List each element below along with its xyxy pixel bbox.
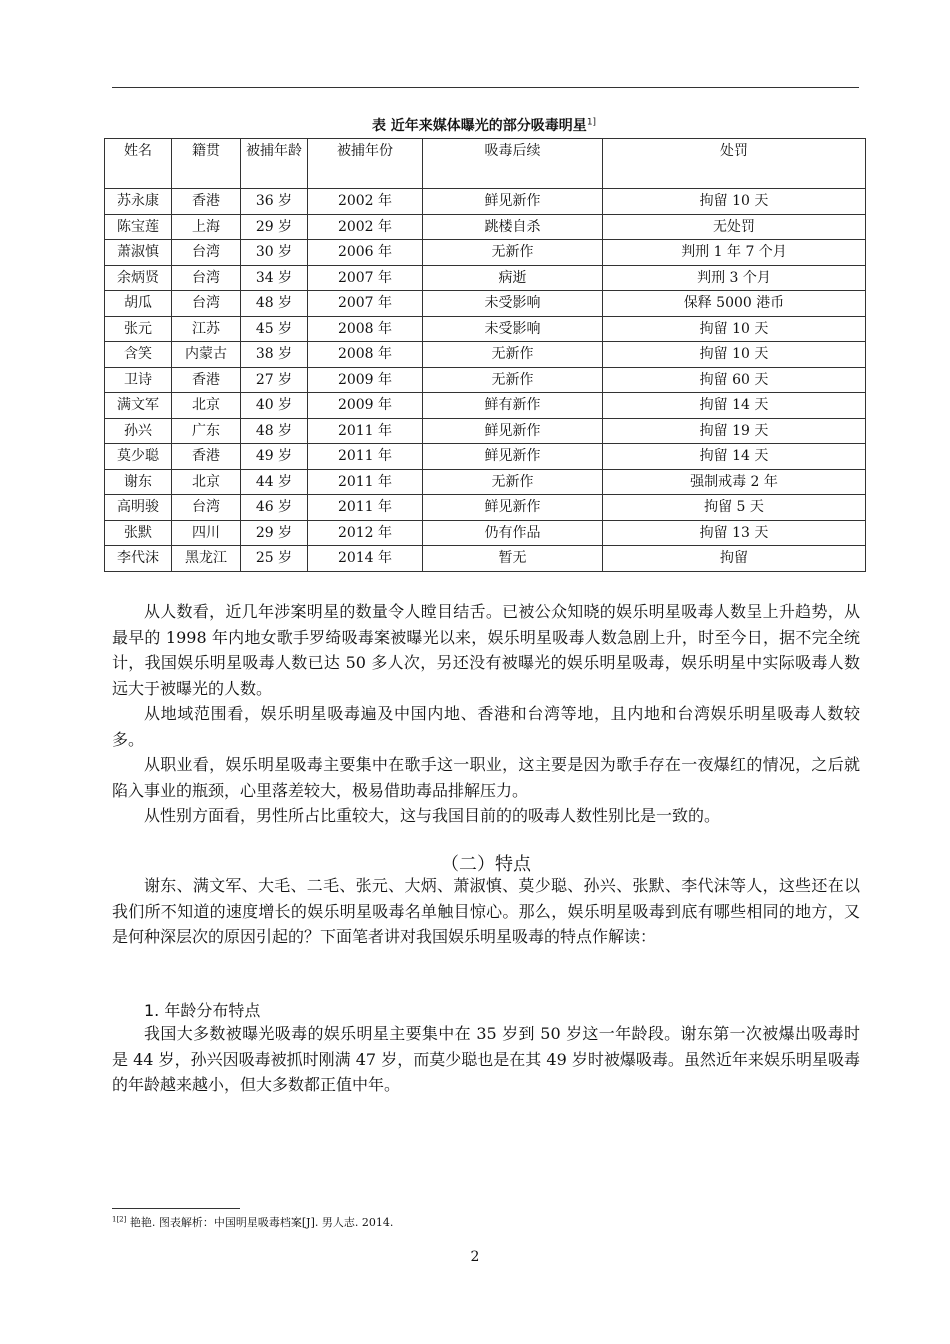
- table-cell: 鲜见新作: [423, 495, 603, 521]
- table-cell: 拘留 10 天: [603, 316, 866, 342]
- table-cell: 拘留 10 天: [603, 342, 866, 368]
- table-cell: 暂无: [423, 546, 603, 572]
- table-cell: 48 岁: [241, 418, 308, 444]
- table-cell: 仍有作品: [423, 520, 603, 546]
- table-cell: 45 岁: [241, 316, 308, 342]
- table-row: [105, 418, 866, 444]
- column-header: 姓名: [105, 139, 172, 189]
- table-cell: 30 岁: [241, 240, 308, 266]
- table-cell: 无新作: [423, 240, 603, 266]
- table-cell: 2012 年: [308, 520, 423, 546]
- table-cell: 苏永康: [105, 189, 172, 215]
- table-cell: 跳楼自杀: [423, 214, 603, 240]
- table-cell: 台湾: [172, 240, 241, 266]
- table-cell: 鲜见新作: [423, 444, 603, 470]
- table-cell: 判刑 3 个月: [603, 265, 866, 291]
- table-cell: 无处罚: [603, 214, 866, 240]
- column-header: 被捕年份: [308, 139, 423, 189]
- column-header: 吸毒后续: [423, 139, 603, 189]
- table-cell: 无新作: [423, 342, 603, 368]
- table-row: [105, 265, 866, 291]
- table-cell: 黑龙江: [172, 546, 241, 572]
- table-cell: 内蒙古: [172, 342, 241, 368]
- column-header: 籍贯: [172, 139, 241, 189]
- footnote-rule: [112, 1208, 240, 1209]
- table-cell: 谢东: [105, 469, 172, 495]
- table-row: [105, 240, 866, 266]
- table-cell: 2007 年: [308, 265, 423, 291]
- paragraph: 从性别方面看，男性所占比重较大，这与我国目前的的吸毒人数性别比是一致的。: [144, 806, 721, 825]
- table-cell: 含笑: [105, 342, 172, 368]
- table-cell: 拘留: [603, 546, 866, 572]
- table-cell: 2009 年: [308, 393, 423, 419]
- table-cell: 台湾: [172, 265, 241, 291]
- table-cell: 拘留 14 天: [603, 444, 866, 470]
- column-header: 被捕年龄: [241, 139, 308, 189]
- table-cell: 强制戒毒 2 年: [603, 469, 866, 495]
- table-cell: 38 岁: [241, 342, 308, 368]
- table-row: [105, 495, 866, 521]
- table-cell: 高明骏: [105, 495, 172, 521]
- table-cell: 北京: [172, 469, 241, 495]
- analysis-paragraphs: [112, 599, 860, 829]
- table-cell: 29 岁: [241, 520, 308, 546]
- table-cell: 鲜见新作: [423, 418, 603, 444]
- table-row: [105, 316, 866, 342]
- table-cell: 余炳贤: [105, 265, 172, 291]
- paragraph: 从地域范围看，娱乐明星吸毒遍及中国内地、香港和台湾等地，且内地和台湾娱乐明星吸毒人数较多。: [112, 704, 860, 749]
- table-cell: 未受影响: [423, 316, 603, 342]
- table-caption: [104, 115, 864, 135]
- table-cell: 上海: [172, 214, 241, 240]
- table-cell: 萧淑慎: [105, 240, 172, 266]
- table-cell: 拘留 14 天: [603, 393, 866, 419]
- table-cell: 张元: [105, 316, 172, 342]
- table-cell: 拘留 60 天: [603, 367, 866, 393]
- footnote: [112, 1214, 393, 1230]
- table-cell: 2007 年: [308, 291, 423, 317]
- table-cell: 台湾: [172, 495, 241, 521]
- table-cell: 孙兴: [105, 418, 172, 444]
- table-cell: 判刑 1 年 7 个月: [603, 240, 866, 266]
- table-cell: 病逝: [423, 265, 603, 291]
- table-row: [105, 520, 866, 546]
- table-cell: 胡瓜: [105, 291, 172, 317]
- table-cell: 李代沫: [105, 546, 172, 572]
- table-body: [105, 189, 866, 572]
- table-cell: 陈宝莲: [105, 214, 172, 240]
- table-cell: 25 岁: [241, 546, 308, 572]
- column-header: 处罚: [603, 139, 866, 189]
- table-cell: 拘留 19 天: [603, 418, 866, 444]
- table-cell: 满文军: [105, 393, 172, 419]
- table-caption-ref: 1]: [586, 117, 597, 128]
- table-cell: 2014 年: [308, 546, 423, 572]
- footnote-marker: 1[2]: [112, 1215, 127, 1224]
- table-cell: 49 岁: [241, 444, 308, 470]
- table-cell: 34 岁: [241, 265, 308, 291]
- age-section: [112, 1021, 860, 1098]
- table-cell: 台湾: [172, 291, 241, 317]
- table-cell: 29 岁: [241, 214, 308, 240]
- table-cell: 广东: [172, 418, 241, 444]
- table-row: [105, 469, 866, 495]
- table-cell: 江苏: [172, 316, 241, 342]
- footnote-text: 艳艳. 图表解析：中国明星吸毒档案[J]. 男人志. 2014.: [126, 1216, 394, 1229]
- paragraph: 从人数看，近几年涉案明星的数量令人瞠目结舌。已被公众知晓的娱乐明星吸毒人数呈上升趋势，从最早的 1998 年内地女歌手罗绮吸毒案被曝光以来，娱乐明星吸毒人数急剧上升，时至今日，据不完全统计，我国娱乐明星吸毒人数已达 50 多人次，另还没有被曝光的娱乐明星吸毒，娱乐明星中实际吸毒人数远大于被曝光的人数。: [112, 602, 860, 698]
- table-cell: 香港: [172, 444, 241, 470]
- header-rule: [112, 87, 859, 88]
- table-row: [105, 189, 866, 215]
- subheading: 1. 年龄分布特点: [144, 1001, 261, 1020]
- table-row: [105, 393, 866, 419]
- table-row: [105, 342, 866, 368]
- table-cell: 2011 年: [308, 444, 423, 470]
- table-cell: 46 岁: [241, 495, 308, 521]
- table-cell: 2006 年: [308, 240, 423, 266]
- table-cell: 鲜见新作: [423, 189, 603, 215]
- table-cell: 拘留 5 天: [603, 495, 866, 521]
- table-cell: 40 岁: [241, 393, 308, 419]
- table-cell: 48 岁: [241, 291, 308, 317]
- table-cell: 鲜有新作: [423, 393, 603, 419]
- table-cell: 无新作: [423, 367, 603, 393]
- page-number: 2: [470, 1249, 480, 1265]
- table-cell: 无新作: [423, 469, 603, 495]
- table-cell: 44 岁: [241, 469, 308, 495]
- table-cell: 拘留 10 天: [603, 189, 866, 215]
- table-cell: 香港: [172, 189, 241, 215]
- table-row: [105, 444, 866, 470]
- table-cell: 2008 年: [308, 342, 423, 368]
- table-cell: 36 岁: [241, 189, 308, 215]
- table-cell: 拘留 13 天: [603, 520, 866, 546]
- table-cell: 2002 年: [308, 214, 423, 240]
- table-cell: 2002 年: [308, 189, 423, 215]
- table-cell: 2011 年: [308, 495, 423, 521]
- table-cell: 卫诗: [105, 367, 172, 393]
- table-row: [105, 214, 866, 240]
- section-intro: [112, 873, 860, 950]
- table-cell: 保释 5000 港币: [603, 291, 866, 317]
- table-cell: 四川: [172, 520, 241, 546]
- table-cell: 莫少聪: [105, 444, 172, 470]
- paragraph: 从职业看，娱乐明星吸毒主要集中在歌手这一职业，这主要是因为歌手存在一夜爆红的情况，之后就陷入事业的瓶颈，心里落差较大，极易借助毒品排解压力。: [112, 755, 860, 800]
- table-cell: 2008 年: [308, 316, 423, 342]
- paragraph: 谢东、满文军、大毛、二毛、张元、大炳、萧淑慎、莫少聪、孙兴、张默、李代沫等人，这些还在以我们所不知道的速度增长的娱乐明星吸毒名单触目惊心。那么，娱乐明星吸毒到底有哪些相同的地方，又是何种深层次的原因引起的？下面笔者讲对我国娱乐明星吸毒的特点作解读：: [112, 876, 860, 946]
- table-row: [105, 546, 866, 572]
- table-cell: 2011 年: [308, 469, 423, 495]
- table-cell: 未受影响: [423, 291, 603, 317]
- table-row: [105, 291, 866, 317]
- table-row: [105, 367, 866, 393]
- table-cell: 2011 年: [308, 418, 423, 444]
- table-cell: 香港: [172, 367, 241, 393]
- table-cell: 27 岁: [241, 367, 308, 393]
- drug-stars-table: [104, 138, 866, 572]
- table-cell: 北京: [172, 393, 241, 419]
- section-heading: （二）特点: [441, 854, 531, 875]
- table-cell: 张默: [105, 520, 172, 546]
- table-cell: 2009 年: [308, 367, 423, 393]
- table-header-row: [105, 139, 866, 189]
- paragraph: 我国大多数被曝光吸毒的娱乐明星主要集中在 35 岁到 50 岁这一年龄段。谢东第一次被爆出吸毒时是 44 岁，孙兴因吸毒被抓时刚满 47 岁，而莫少聪也是在其 49 岁时被爆吸毒。虽然近年来娱乐明星吸毒的年龄越来越小，但大多数都正值中年。: [112, 1024, 860, 1094]
- table-caption-text: 表 近年来媒体曝光的部分吸毒明星: [371, 118, 587, 134]
